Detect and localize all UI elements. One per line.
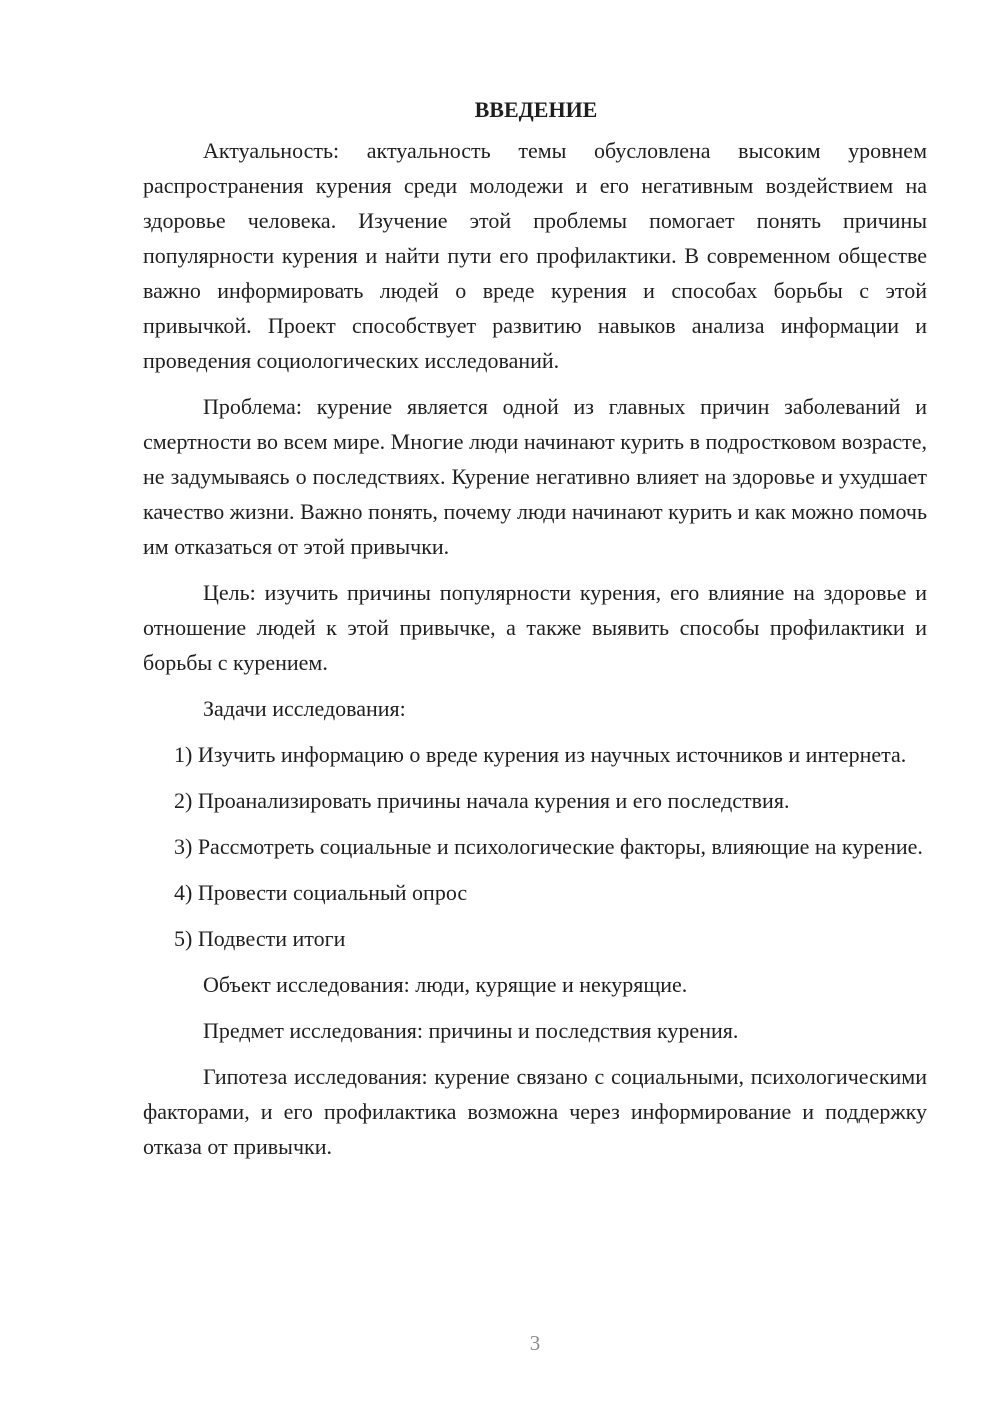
paragraph-subject: Предмет исследования: причины и последствия курения. (203, 1018, 739, 1043)
paragraph-relevance: Актуальность: актуальность темы обусловлена высоким уровнем распространения курения среди молодежи и его негативным воздействием на здоровье человека. Изучение этой проблемы помогает понять причины популярности курения и найти пути его профилактики. В современном обществе важно информировать людей о вреде курения и способах борьбы с этой привычкой. Проект способствует развитию навыков анализа информации и проведения социологических исследований. (143, 138, 927, 373)
task-item: 5) Подвести итоги (174, 926, 346, 951)
page-title: ВВЕДЕНИЕ (474, 97, 598, 122)
task-item: 4) Провести социальный опрос (174, 880, 468, 905)
task-item: 1) Изучить информацию о вреде курения из научных источников и интернета. (174, 742, 907, 767)
paragraph-object: Объект исследования: люди, курящие и некурящие. (203, 972, 688, 997)
task-item: 2) Проанализировать причины начала курения и его последствия. (174, 788, 790, 813)
paragraph-hypothesis: Гипотеза исследования: курение связано с социальными, психологическими факторами, и его профилактика возможна через информирование и поддержку отказа от привычки. (143, 1064, 927, 1159)
task-item: 3) Рассмотреть социальные и психологические факторы, влияющие на курение. (174, 834, 923, 859)
tasks-heading: Задачи исследования: (203, 696, 406, 721)
document-page (143, 92, 927, 1175)
paragraph-problem: Проблема: курение является одной из главных причин заболеваний и смертности во всем мире. Многие люди начинают курить в подростковом возрасте, не задумываясь о последствиях. Курение негативно влияет на здоровье и ухудшает качество жизни. Важно понять, почему люди начинают курить и как можно помочь им отказаться от этой привычки. (143, 394, 927, 559)
page-number: 3 (529, 1331, 541, 1355)
paragraph-goal: Цель: изучить причины популярности курения, его влияние на здоровье и отношение людей к этой привычке, а также выявить способы профилактики и борьбы с курением. (143, 580, 927, 675)
